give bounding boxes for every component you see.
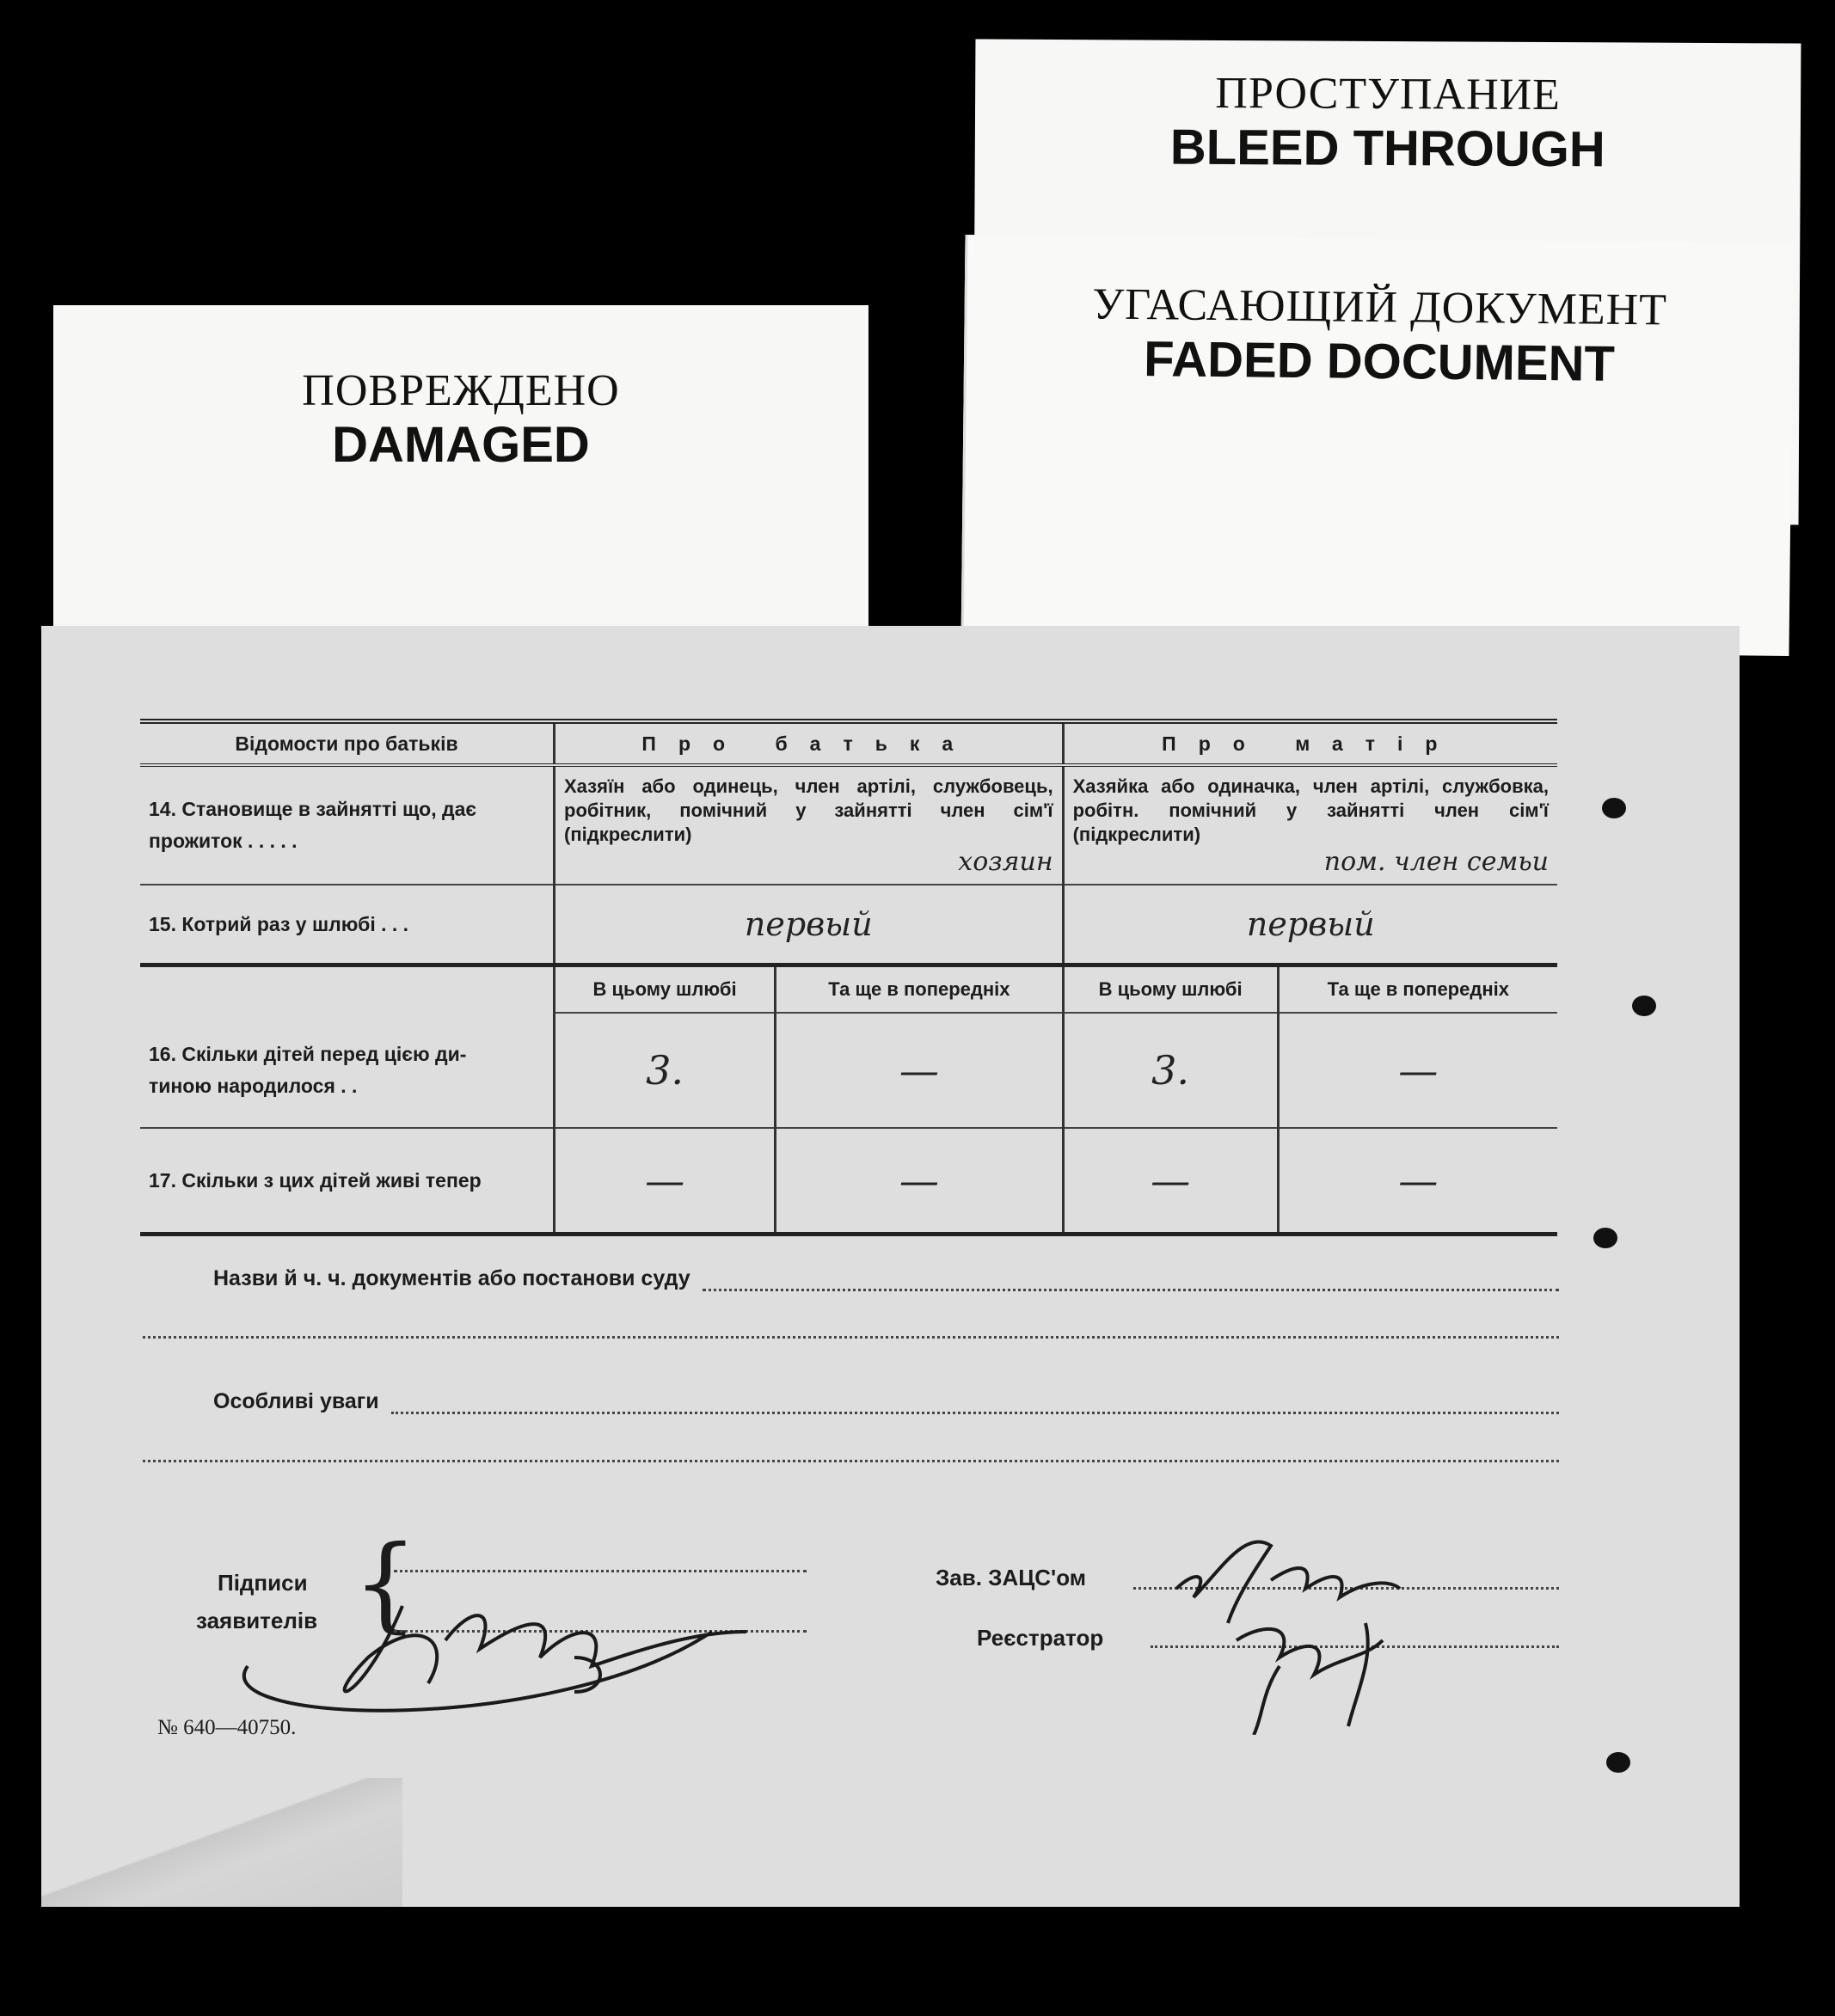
row17-label: 17. Скільки з цих дітей живі тепер [140,1128,555,1235]
row16-mother-this: 3. [1063,1013,1278,1128]
damaged-label-ru: ПОВРЕЖДЕНО [302,366,620,415]
bleed-through-label-ru: ПРОСТУПАНИЕ [1215,68,1562,120]
faded-document-label-card [961,235,1794,656]
table-row [140,1128,1557,1235]
header-parents-info: Відомости про батьків [140,721,555,765]
damaged-label-en: DAMAGED [332,417,590,473]
row16-father-previous: — [776,1013,1063,1128]
notes-dotted-line [391,1400,1559,1414]
documents-label: Назви й ч. ч. документів або постанови суду [213,1266,690,1290]
notes-dotted-line-2 [143,1460,1559,1462]
children-subheader-row [140,965,1557,1014]
damage-hole [1602,798,1626,818]
table-row [140,885,1557,965]
registrar-label: Реєстратор [977,1625,1104,1651]
row16-label-line1: 16. Скільки дітей перед цією ди- [149,1042,467,1065]
header-father: Про батька [555,721,1064,765]
row17-father-previous: — [776,1128,1063,1235]
row14-mother-handwriting: пом. член семьи [1323,846,1549,877]
row16-label [140,1013,555,1128]
applicants-signatures-label-2: заявителів [196,1608,318,1633]
damaged-label-card [53,305,868,666]
documents-dotted-line-2 [143,1336,1559,1339]
table-row [140,765,1557,885]
row17-mother-this: — [1063,1128,1278,1235]
row14-father-handwriting: хозяин [958,846,1053,877]
damage-hole [1593,1228,1617,1248]
row15-father-handwriting: первый [555,885,1064,965]
registration-form-sheet [41,626,1740,1907]
row16-father-this: 3. [555,1013,776,1128]
subheader-mother-previous: Та ще в попередніх [1278,965,1557,1014]
row14-label [140,765,555,885]
row15-mother-handwriting: первый [1063,885,1557,965]
row14-father-cell [555,765,1064,885]
row16-mother-previous: — [1278,1013,1557,1128]
damage-hole [1632,996,1656,1016]
row14-father-options: Хазяїн або одинець, член артілі, службовець, робітник, помічний у зайнятті член сім'ї (підкреслити) [564,775,1053,845]
notes-label: Особливі уваги [213,1389,379,1413]
row14-label-line2: прожиток . . . . . [149,830,298,852]
faded-document-label-ru: УГАСАЮЩИЙ ДОКУМЕНТ [1092,279,1668,335]
applicants-signatures-label-1: Підписи [218,1570,308,1596]
faded-document-label-en: FADED DOCUMENT [1143,331,1616,392]
head-of-registry-label: Зав. ЗАЦС'ом [936,1565,1086,1590]
subheader-mother-this-marriage: В цьому шлюбі [1063,965,1278,1014]
row14-label-line1: 14. Становище в зайнятті що, дає [149,798,477,820]
row14-mother-cell [1063,765,1557,885]
folded-corner [41,1778,402,1907]
form-serial-number: № 640—40750. [157,1716,297,1739]
row17-father-this: — [555,1128,776,1235]
damage-hole [1606,1752,1630,1773]
applicant-signature-icon [230,1537,884,1735]
table-header-row [140,721,1557,765]
header-mother: Про матір [1063,721,1557,765]
documents-dotted-line [703,1277,1559,1291]
documents-field [213,1266,1559,1291]
row16-label-line2: тиною народилося . . [149,1074,358,1097]
row15-label: 15. Котрий раз у шлюбі . . . [140,885,555,965]
row17-mother-previous: — [1398,1157,1439,1204]
subheader-empty [140,965,555,1014]
parents-info-table [140,719,1557,1236]
table-row [140,1013,1557,1128]
brace-icon: { [353,1524,419,1644]
subheader-father-this-marriage: В цьому шлюбі [555,965,776,1014]
official-signatures-icon [1151,1494,1512,1735]
notes-field [213,1389,1559,1414]
bleed-through-label-en: BLEED THROUGH [1169,119,1605,178]
row14-mother-options: Хазяйка або одиначка, член артілі, службовка, робітн. помічний у зайнятті член сім'ї (підкреслити) [1072,775,1549,845]
subheader-father-previous: Та ще в попередніх [776,965,1063,1014]
